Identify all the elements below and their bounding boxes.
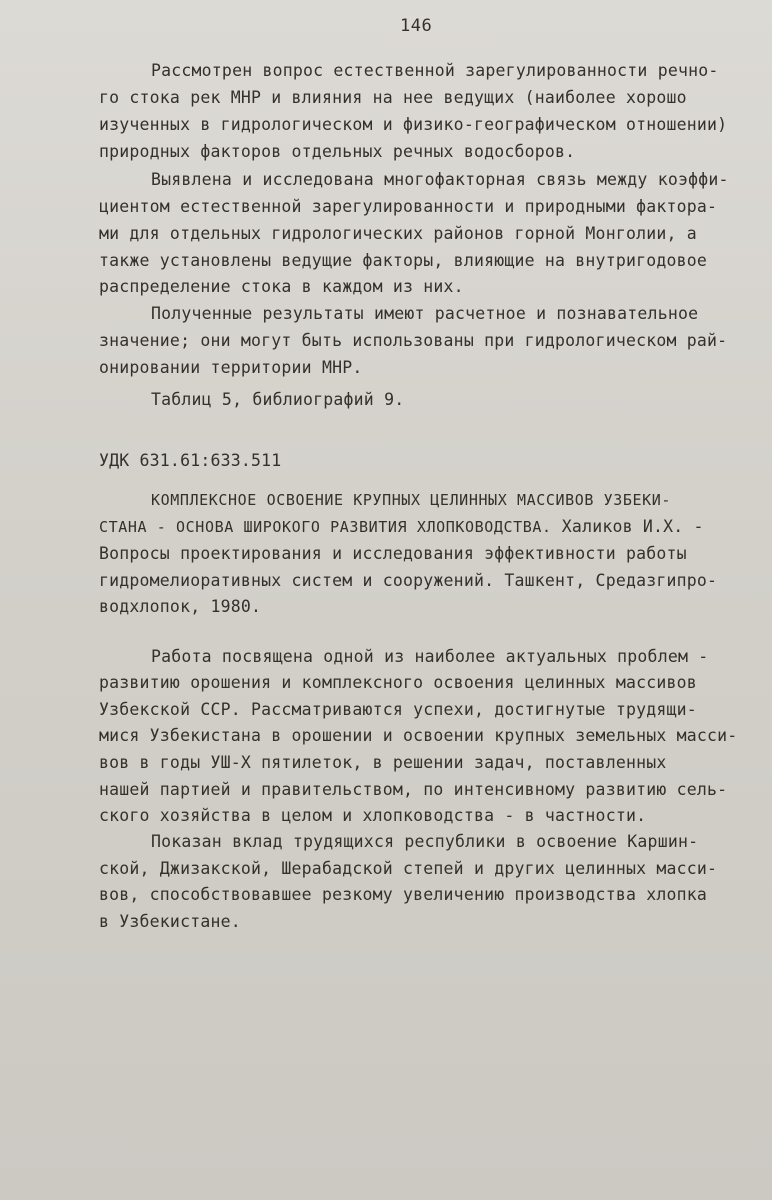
abstract-line: распределение стока в каждом из них.	[99, 277, 464, 296]
entry-source-line: гидромелиоративных систем и сооружений. Ташкент, Средазгипро-	[99, 571, 718, 590]
abstract-line: ской, Джизакской, Шерабадской степей и других целинных масси-	[99, 859, 718, 878]
abstract-line: природных факторов отдельных речных водосборов.	[99, 142, 576, 161]
abstract-line: вов, способствовавшее резкому увеличению производства хлопка	[99, 885, 708, 904]
entry-author: Халиков И.Х. -	[561, 517, 704, 536]
abstract-line: ми для отдельных гидрологических районов горной Монголии, а	[99, 224, 697, 243]
abstract-line: мися Узбекистана в орошении и освоении крупных земельных масси-	[99, 726, 738, 745]
entry-title-line: КОМПЛЕКСНОЕ ОСВОЕНИЕ КРУПНЫХ ЦЕЛИННЫХ МАССИВОВ УЗБЕКИ-	[151, 491, 672, 509]
abstract-line: также установлены ведущие факторы, влияющие на внутригодовое	[99, 251, 708, 270]
entry-source-line: водхлопок, 1980.	[99, 597, 262, 616]
abstract-line: циентом естественной зарегулированности и природными фактора-	[99, 197, 718, 216]
entry-title-line: СТАНА - ОСНОВА ШИРОКОГО РАЗВИТИЯ ХЛОПКОВОДСТВА.	[99, 518, 552, 536]
abstract-line: изученных в гидрологическом и физико-географическом отношении)	[99, 115, 728, 134]
entry-title-author-line	[99, 517, 704, 537]
abstract-line: развитию орошения и комплексного освоения целинных массивов	[99, 673, 697, 692]
abstract-line: вов в годы УШ-Х пятилеток, в решении задач, поставленных	[99, 753, 667, 772]
abstract-line: в Узбекистане.	[99, 912, 241, 931]
abstract-line: Работа посвящена одной из наиболее актуальных проблем -	[151, 647, 709, 666]
page-number: 146	[400, 16, 433, 36]
abstract-line: го стока рек МНР и влияния на нее ведущих (наиболее хорошо	[99, 88, 687, 107]
abstract-line: значение; они могут быть использованы при гидрологическом рай-	[99, 331, 728, 350]
abstract-line: Выявлена и исследована многофакторная связь между коэффи-	[151, 170, 729, 189]
abstract-line: Полученные результаты имеют расчетное и познавательное	[151, 304, 699, 323]
udk-code: УДК 631.61:633.511	[99, 451, 282, 470]
abstract-line: нашей партией и правительством, по интенсивному развитию сель-	[99, 780, 728, 799]
entry-source-line: Вопросы проектирования и исследования эффективности работы	[99, 544, 687, 563]
abstract-line: Узбекской ССР. Рассматриваются успехи, достигнутые трудящи-	[99, 700, 697, 719]
abstract-line: Рассмотрен вопрос естественной зарегулированности речно-	[151, 61, 719, 80]
abstract-line: онировании территории МНР.	[99, 358, 363, 377]
tables-note: Таблиц 5, библиографий 9.	[151, 390, 405, 409]
abstract-line: ского хозяйства в целом и хлопководства - в частности.	[99, 806, 647, 825]
abstract-line: Показан вклад трудящихся республики в освоение Каршин-	[151, 832, 699, 851]
